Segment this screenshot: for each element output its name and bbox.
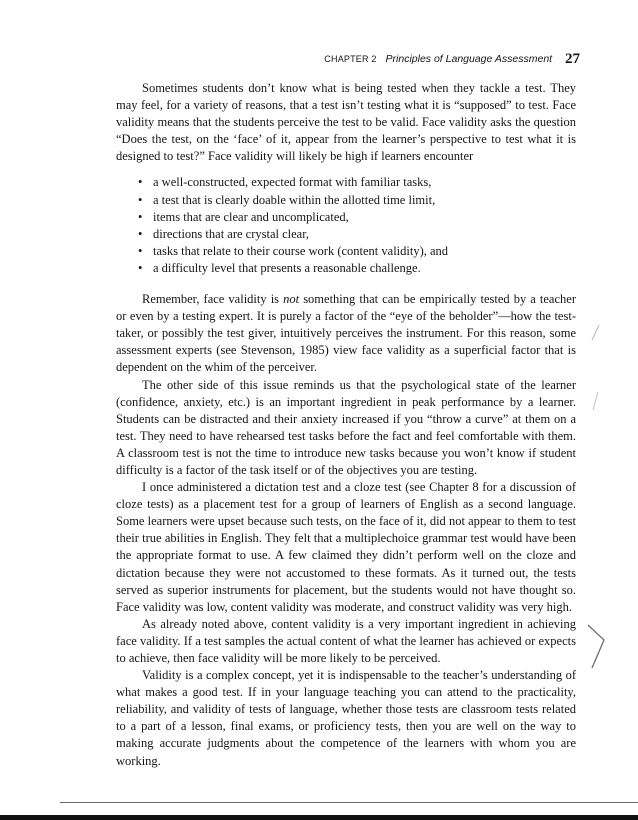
bottom-edge (0, 815, 638, 820)
bullet-item: • a well-constructed, expected format with familiar tasks, (138, 174, 576, 191)
paragraph-3: The other side of this issue reminds us that the psychological state of the learner (confidence, anxiety, etc.) is an important ingredient in peak performance by a learner. Students can be distracted and their anxiety increased if you “throw a curve” at them on a test. They need to have rehearsed test tasks before the fact and feel comfortable with them. A classroom test is not the time to introduce new tasks because you won’t know if student difficulty is a factor of the task itself or of the objectives you are testing. (116, 377, 576, 477)
bullet-item: • a test that is clearly doable within the allotted time limit, (138, 192, 576, 209)
body-text (116, 80, 576, 770)
bullet-item: • items that are clear and uncomplicated, (138, 209, 576, 226)
margin-pencil-mark (584, 622, 610, 672)
paragraph-2-lead: Remember, face validity is (142, 292, 284, 307)
paragraph-6: Validity is a complex concept, yet it is indispensable to the teacher’s understanding of what makes a good test. If in your language teaching you can attend to the practicality, reliability, and validity of tests of language, whether those tests are classroom tests related to a part of a lesson, final exams, or proficiency tests, then you are well on the way to making accurate judgments about the competence of the learners with whom you are working. (116, 668, 576, 768)
margin-pencil-mark (590, 390, 602, 412)
paragraph-1: Sometimes students don’t know what is being tested when they tackle a test. They may feel, for a variety of reasons, that a test isn’t testing what it is “supposed” to test. Face validity means that the students perceive the test to be valid. Face validity asks the question “Does the test, on the ‘face’ of it, appear from the learner’s perspective to test what it is designed to test?” Face validity will likely be high if learners encounter (116, 81, 576, 164)
bottom-rule (60, 802, 638, 803)
page-number: 27 (565, 51, 580, 67)
paragraph-2-emphasis: not (283, 292, 300, 307)
bullet-item: • tasks that relate to their course work (content validity), and (138, 243, 576, 260)
chapter-title: Principles of Language Assessment (385, 53, 553, 65)
paragraph-2-rest: something that can be empirically tested by a teacher or even by a testing expert. It is purely a factor of the “eye of the beholder”—how the test-taker, or possibly the test giver, intuitively perceives the instrument. For this reason, some assessment experts (see Stevenson, 1985) view face validity as a superficial factor that is dependent on the whim of the perceiver. (116, 292, 576, 375)
paragraph-2 (116, 291, 576, 376)
running-head (324, 50, 580, 67)
bullet-item: • a difficulty level that presents a reasonable challenge. (138, 260, 576, 277)
paragraph-5: As already noted above, content validity is a very important ingredient in achieving face validity. If a test samples the actual content of what the learner has achieved or expects to achieve, then face validity will be more likely to be perceived. (116, 616, 576, 665)
bullet-list (116, 174, 576, 277)
margin-pencil-mark (590, 322, 602, 342)
paragraph-4: I once administered a dictation test and a cloze test (see Chapter 8 for a discussion of cloze tests) as a placement test for a group of learners of English as a second language. Some learners were upset because such tests, on the face of it, did not appear to them to test their true abilities in English. They felt that a multiplechoice grammar test would have been the appropriate format to use. A few claimed they didn’t perform well on the cloze and dictation because they were not accustomed to these formats. As it turned out, the tests served as superior instruments for placement, but the students would not have thought so. Face validity was low, content validity was moderate, and construct validity was very high. (116, 480, 576, 614)
bullet-item: • directions that are crystal clear, (138, 226, 576, 243)
chapter-label: CHAPTER 2 (324, 54, 377, 64)
